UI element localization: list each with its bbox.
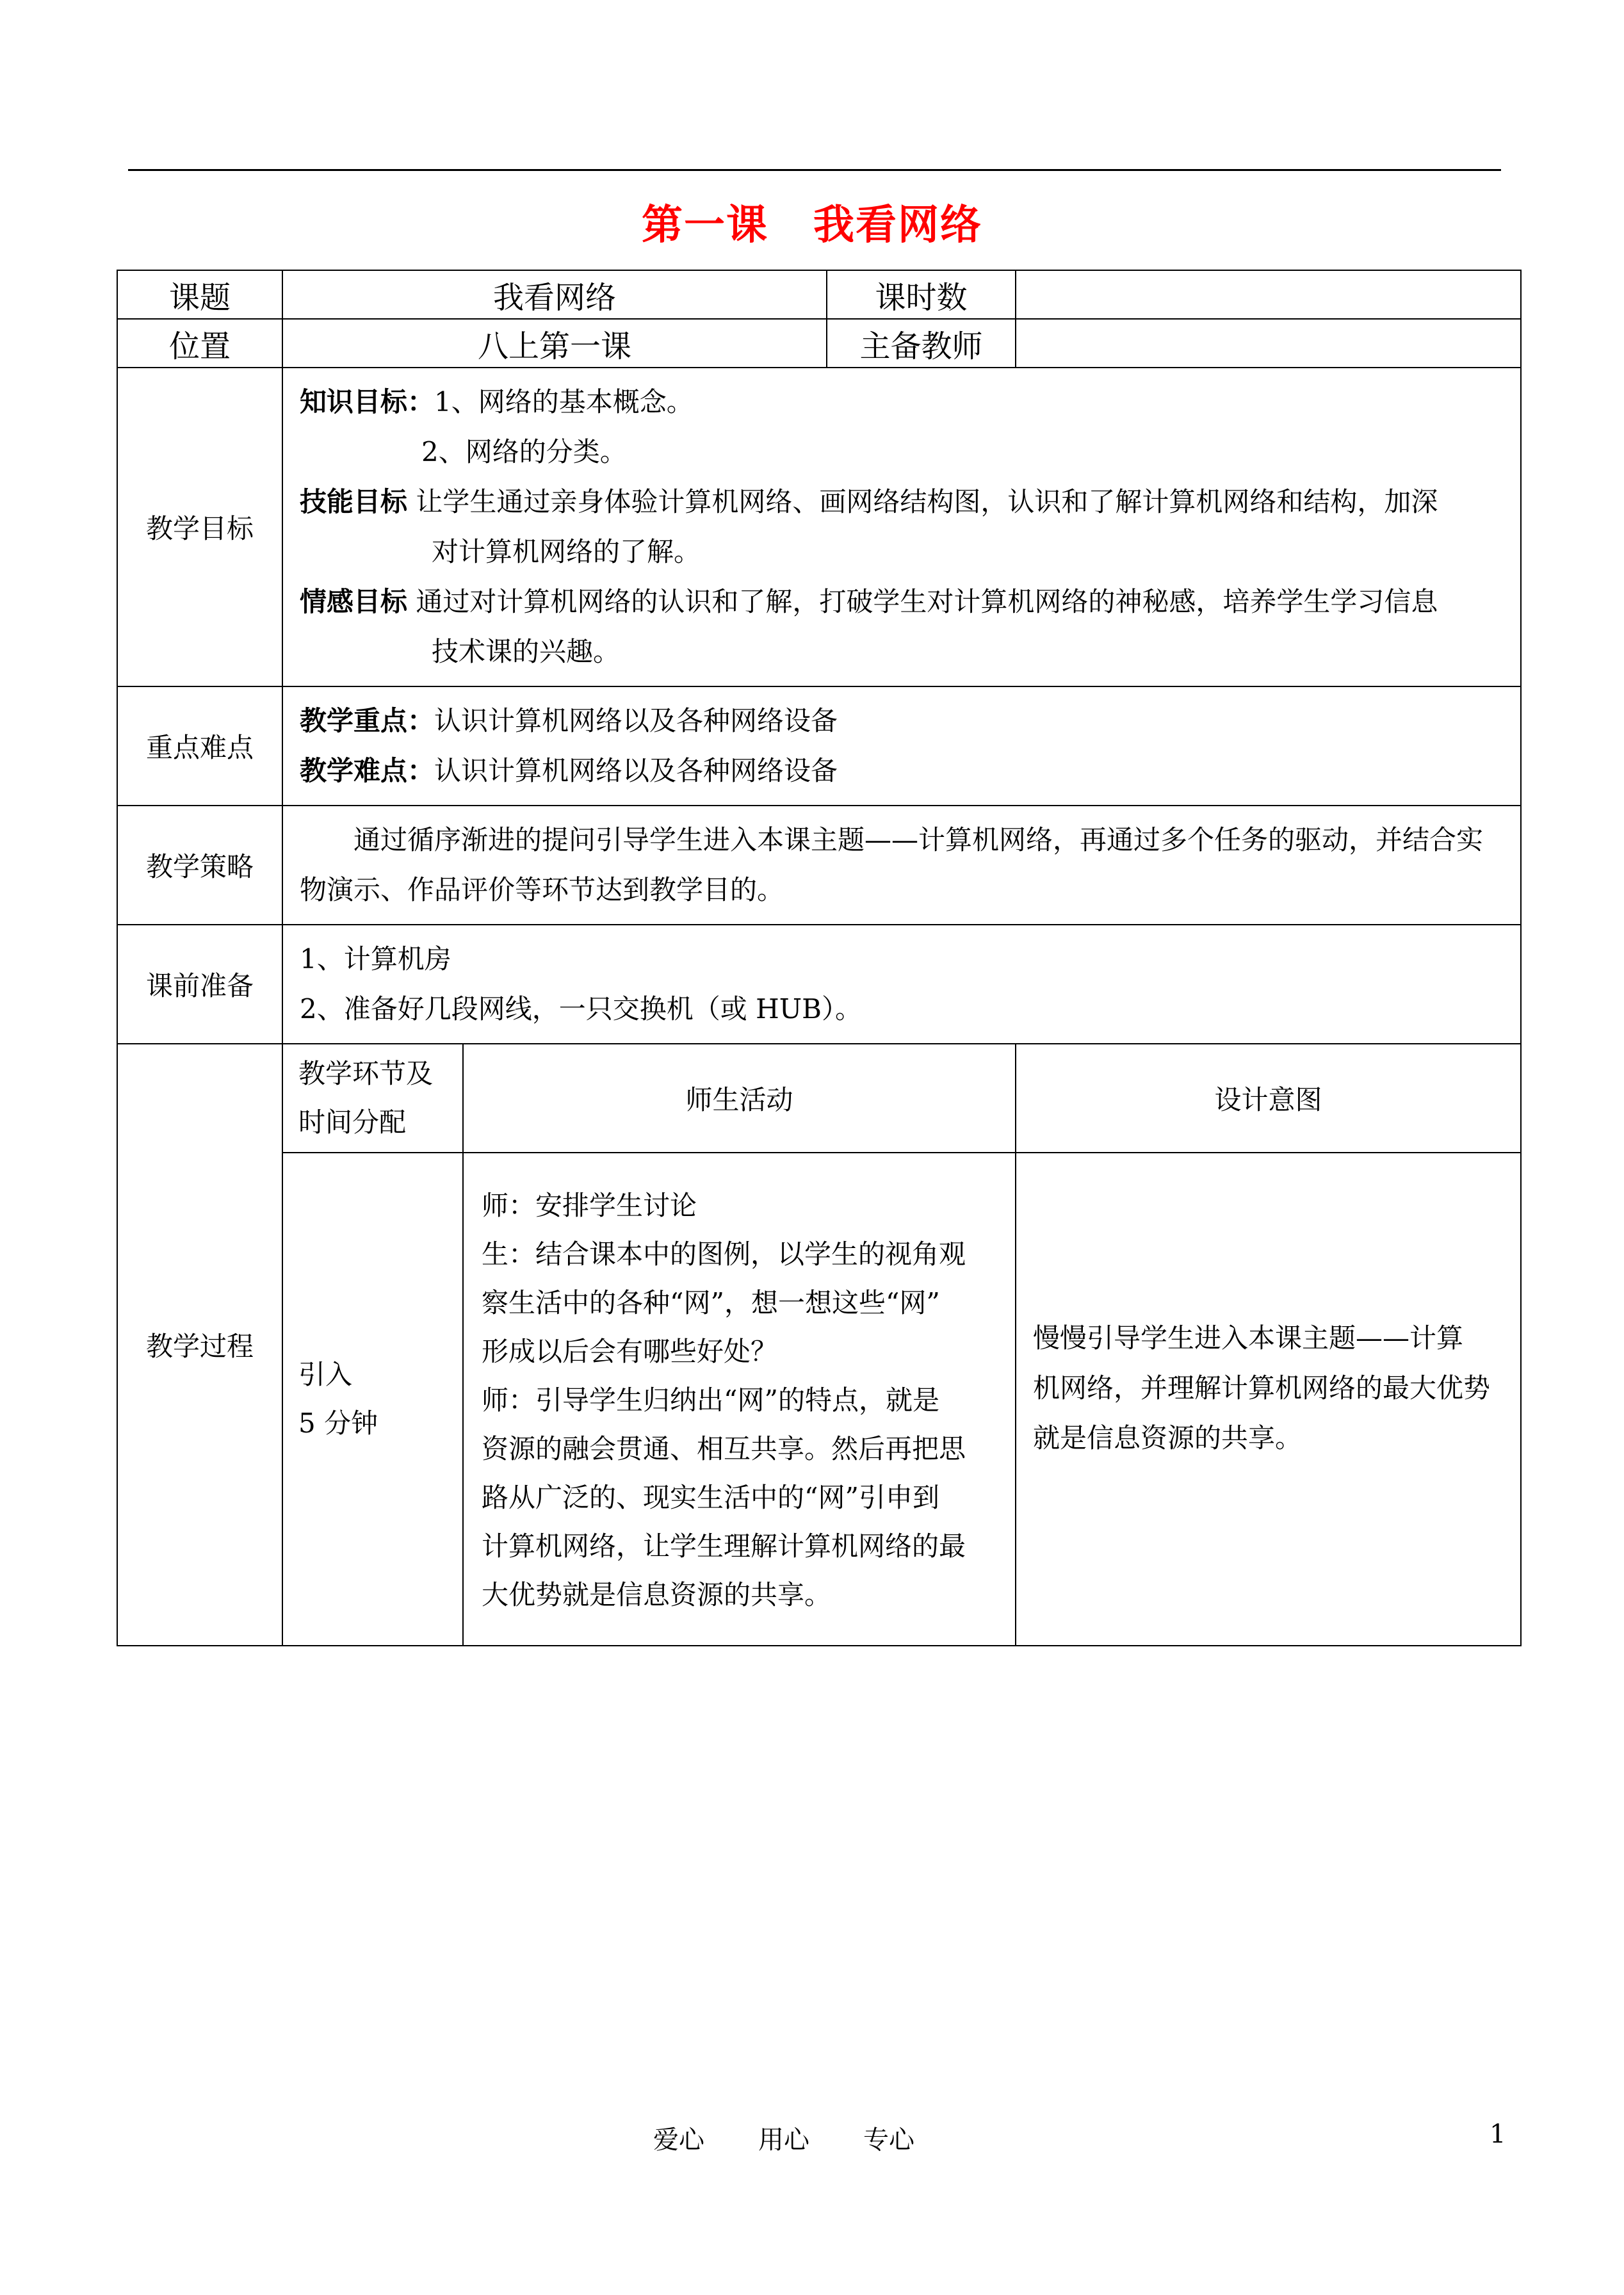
focus-text: 认识计算机网络以及各种网络设备	[434, 705, 838, 736]
stage-header-line-1: 教学环节及	[298, 1058, 434, 1089]
keypoints-label: 重点难点	[117, 686, 282, 806]
activity-line: 师：引导学生归纳出“网”的特点，就是	[482, 1384, 939, 1416]
intro-activity	[463, 1153, 1016, 1646]
focus-head: 教学重点：	[300, 705, 435, 736]
activity-line: 师：安排学生讨论	[482, 1190, 697, 1221]
hours-label: 课时数	[827, 270, 1016, 319]
teacher-value	[1016, 319, 1521, 368]
motto-focus: 专心	[863, 2125, 914, 2155]
preparation-content	[282, 925, 1521, 1044]
skill-head: 技能目标	[300, 486, 408, 517]
emotion-line-1: 通过对计算机网络的认识和了解，打破学生对计算机网络的神秘感，培养学生学习信息	[416, 586, 1438, 617]
activity-line: 察生活中的各种“网”，想一想这些“网”	[482, 1287, 940, 1318]
motto-care: 用心	[758, 2125, 809, 2155]
preparation-item-1: 1、计算机房	[300, 943, 451, 975]
skill-line-1: 让学生通过亲身体验计算机网络、画网络结构图，认识和了解计算机网络和结构，加深	[416, 486, 1438, 517]
intent-line: 就是信息资源的共享。	[1033, 1422, 1303, 1454]
process-row-intro	[117, 1153, 1521, 1646]
activity-column-header: 师生活动	[463, 1044, 1016, 1153]
info-row-position	[117, 319, 1521, 368]
knowledge-item-1: 1、网络的基本概念。	[434, 386, 694, 418]
activity-line: 路从广泛的、现实生活中的“网”引申到	[482, 1482, 939, 1513]
stage-header-line-2: 时间分配	[298, 1107, 407, 1138]
lesson-plan-table	[117, 270, 1522, 1646]
position-label: 位置	[117, 319, 282, 368]
page-title	[0, 192, 1624, 251]
hours-value	[1016, 270, 1521, 319]
preparation-label: 课前准备	[117, 925, 282, 1044]
difficulty-head: 教学难点：	[300, 755, 435, 786]
footer-motto	[653, 2120, 968, 2156]
activity-line: 大优势就是信息资源的共享。	[482, 1579, 832, 1610]
skill-line-2: 对计算机网络的了解。	[432, 536, 701, 567]
strategy-label: 教学策略	[117, 806, 282, 925]
intent-line: 机网络，并理解计算机网络的最大优势	[1033, 1372, 1491, 1404]
topic-label: 课题	[117, 270, 282, 319]
topic-value: 我看网络	[282, 270, 827, 319]
header-rule	[128, 169, 1501, 171]
preparation-row	[117, 925, 1521, 1044]
motto-love: 爱心	[653, 2125, 704, 2155]
position-value: 八上第一课	[282, 319, 827, 368]
activity-line: 计算机网络，让学生理解计算机网络的最	[482, 1530, 966, 1562]
emotion-line-2: 技术课的兴趣。	[432, 636, 621, 667]
info-row-topic	[117, 270, 1521, 319]
objectives-label: 教学目标	[117, 368, 282, 686]
intro-stage-time: 5 分钟	[298, 1407, 378, 1439]
intro-stage-name: 引入	[298, 1359, 353, 1390]
intent-column-header: 设计意图	[1016, 1044, 1521, 1153]
activity-line: 生：结合课本中的图例，以学生的视角观	[482, 1238, 966, 1270]
process-header-row	[117, 1044, 1521, 1153]
preparation-item-2: 2、准备好几段网线，一只交换机（或 HUB）。	[300, 993, 862, 1025]
teacher-label: 主备教师	[827, 319, 1016, 368]
intent-line: 慢慢引导学生进入本课主题——计算	[1033, 1322, 1464, 1354]
knowledge-head: 知识目标：	[300, 386, 435, 418]
objectives-row	[117, 368, 1521, 686]
difficulty-text: 认识计算机网络以及各种网络设备	[434, 755, 838, 786]
objectives-content	[282, 368, 1521, 686]
page-number: 1	[1490, 2120, 1506, 2149]
activity-line: 资源的融会贯通、相互共享。然后再把思	[482, 1433, 966, 1464]
strategy-row	[117, 806, 1521, 925]
intro-stage	[282, 1153, 463, 1646]
strategy-text: 通过循序渐进的提问引导学生进入本课主题——计算机网络，再通过多个任务的驱动，并结合实物演示、作品评价等环节达到教学目的。	[282, 806, 1521, 925]
intro-intent	[1016, 1153, 1521, 1646]
activity-line: 形成以后会有哪些好处？	[482, 1336, 778, 1367]
knowledge-item-2: 2、网络的分类。	[421, 436, 627, 467]
title-lesson-name: 我看网络	[813, 201, 982, 249]
emotion-head: 情感目标	[300, 586, 408, 617]
title-lesson-number: 第一课	[642, 201, 768, 249]
process-label: 教学过程	[117, 1044, 282, 1646]
keypoints-row	[117, 686, 1521, 806]
stage-column-header	[282, 1044, 463, 1153]
keypoints-content	[282, 686, 1521, 806]
